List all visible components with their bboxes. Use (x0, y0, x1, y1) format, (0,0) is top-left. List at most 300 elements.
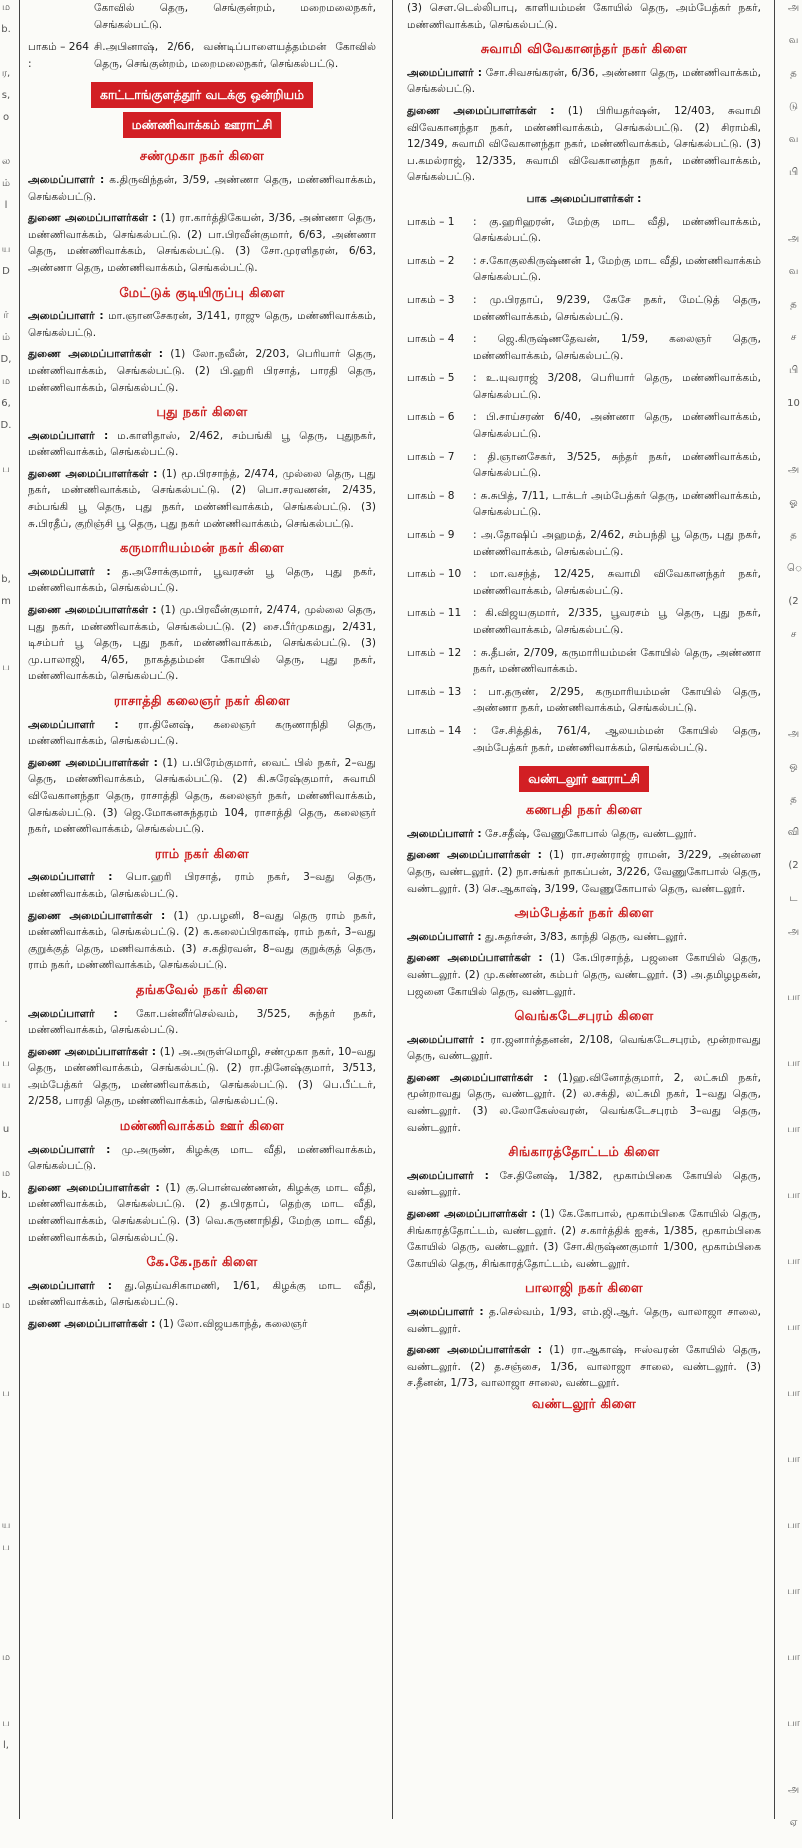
edge-text-fragment: அ (787, 2, 800, 13)
edge-text-fragment: b. (1, 24, 11, 35)
deputies-entry (407, 950, 761, 1000)
edge-text-fragment: வ (788, 266, 799, 277)
edge-text-fragment (787, 1485, 800, 1518)
bagam-value: : மு.பிரதாப், 9/239, கேசே நகர், மேட்டுத் தெரு, மண்ணிவாக்கம், செங்கல்பட்டு. (473, 293, 761, 323)
edge-text-fragment: u (2, 1124, 10, 1135)
edge-text-fragment (0, 1320, 12, 1342)
branch-title: கருமாரியம்மன் நகர் கிளை (119, 541, 285, 557)
edge-text-fragment (787, 1089, 800, 1122)
edge-text-fragment: ய (1, 1080, 11, 1091)
bagam-value: : சு.சுபித், 7/11, டாக்டர் அம்பேத்கர் தெரு, மண்ணிவாக்கம், செங்கல்பட்டு. (473, 489, 761, 519)
bagam-entry (407, 370, 761, 403)
deputies-entry (28, 346, 376, 396)
edge-text-fragment (0, 682, 12, 704)
deputies-text: (1) ரா.சரண்ராஜ் ராமன், 3/229, அன்னை தெரு, வண்டலூர். (2) நா.சங்கர் நாகப்பன், 3/226, வேணுகோபால் தெரு, வண்டலூர். (3) செ.ஆகாஷ், 3/199, வேணுகோபால் தெரு, வண்டலூர். (407, 849, 762, 895)
organizer-label: அமைப்பாளர் : (407, 66, 482, 79)
deputies-text: (1) ரா.கார்த்திகேயன், 3/36, அண்ணா தெரு, மண்ணிவாக்கம், செங்கல்பட்டு. (2) பா.பிரவீன்குமார், 6/63, அண்ணா தெரு, மண்ணிவாக்கம், செங்கல்பட்டு. (3) சோ.முரளிதரன், 6/63, அண்ணா தெரு, மண்ணிவாக்கம், செங்கல்பட்டு. (28, 212, 376, 274)
edge-text-fragment (787, 1749, 800, 1782)
organizer-entry (28, 1278, 376, 1311)
edge-text-fragment: D (2, 266, 10, 277)
edge-text-fragment (0, 1628, 12, 1650)
branch-title: தங்கவேல் நகர் கிளை (135, 982, 269, 998)
organizer-label: அமைப்பாளர் : (28, 1279, 112, 1292)
deputies-label: துணை அமைப்பாளர்கள் : (407, 849, 542, 862)
edge-text-fragment: ம (1, 1168, 11, 1179)
edge-text-fragment (0, 1232, 12, 1254)
deputies-text: (1) ரா.ஆகாஷ், ஈஸ்வரன் கோயில் தெரு, வண்டலூர். (2) த.சஞ்சை, 1/36, வாலாஜா சாலை, வண்டலூர். (3) ச.தீனன், 1/73, வாலாஜா சாலை, வண்டலூர். (407, 1344, 761, 1390)
bagam-key: பாகம் – 9 (407, 529, 455, 542)
deputies-text: (1) கே.பிரசாந்த், பஜனை கோயில் தெரு, வண்டலூர். (2) மு.கண்ணன், கம்பர் தெரு, வண்டலூர். (3) அ.தமிழழகன், பஜனை கோயில் தெரு, வண்டலூர். (407, 952, 762, 998)
edge-text-fragment: பா (787, 992, 800, 1003)
panchayat-banner-label: வண்டலூர் ஊராட்சி (519, 766, 648, 792)
edge-text-fragment (0, 1034, 12, 1056)
bagam-value: : ஜெ.கிருஷ்ணதேவன், 1/59, கலைஞர் தெரு, மண்ணிவாக்கம், செங்கல்பட்டு. (473, 333, 761, 362)
edge-text-fragment (0, 1100, 12, 1122)
edge-text-fragment (0, 506, 12, 528)
deputies-label: துணை அமைப்பாளர்கள் : (407, 104, 555, 117)
edge-text-fragment (0, 1364, 12, 1386)
edge-text-fragment (787, 1287, 800, 1320)
edge-text-fragment: அ (787, 926, 800, 937)
edge-text-fragment (0, 1562, 12, 1584)
bagam-key: பாகம் – 2 (407, 254, 455, 267)
deputies-label: துணை அமைப்பாளர்கள் : (407, 1071, 548, 1084)
continued-entries (28, 0, 376, 72)
organizer-text: கோ.பன்னீர்செல்வம், 3/525, சுந்தர் நகர், மண்ணிவாக்கம், செங்கல்பட்டு. (28, 1007, 376, 1037)
edge-text-fragment (0, 814, 12, 836)
column-divider (774, 0, 775, 1819)
bagam-value: : பா.தருண், 2/295, கருமாரியம்மன் கோயில் தெரு, அண்ணா நகர், மண்ணிவாக்கம், செங்கல்பட்டு. (473, 685, 761, 715)
edge-text-fragment: ச (790, 629, 797, 640)
edge-text-fragment (787, 1221, 800, 1254)
continued-text: (3) சௌ.டெல்லிபாபு, காளியம்மன் கோயில் தெரு, அம்பேத்கர் நகர், மண்ணிவாக்கம், செங்கல்பட்டு. (407, 2, 761, 31)
bagam-value: : பி.சாய்சரண் 6/40, அண்ணா தெரு, மண்ணிவாக்கம், செங்கல்பட்டு. (473, 411, 761, 441)
column-divider (19, 0, 20, 1819)
edge-text-fragment (0, 1606, 12, 1628)
edge-text-fragment: b. (1, 1190, 11, 1201)
branch-title: ராசாத்தி கலைஞர் நகர் கிளை (113, 694, 291, 709)
bagam-value: : கு.ஹரிஹரன், மேற்கு மாட வீதி, மண்ணிவாக்கம், செங்கல்பட்டு. (473, 215, 761, 245)
edge-text-fragment: பா (787, 1256, 800, 1267)
organizer-entry (28, 308, 376, 341)
bagam-key: பாகம் – 5 (407, 372, 455, 385)
organizer-label: அமைப்பாளர் : (407, 1169, 489, 1182)
deputies-entry (407, 847, 761, 897)
middle-branch-list (28, 149, 376, 1332)
edge-text-fragment: ப (2, 662, 10, 673)
edge-text-fragment (0, 946, 12, 968)
edge-text-fragment: ப (2, 1542, 10, 1553)
organizer-label: அமைப்பாளர் : (407, 827, 482, 840)
deputies-text: (1) கு.பொன்வண்ணன், கிழக்கு மாட வீதி, மண்ணிவாக்கம், செங்கல்பட்டு. (2) த.பிரதாப், தெற்கு மாட வீதி, மண்ணிவாக்கம், செங்கல்பட்டு. (3) வெ.கருணாநிதி, மேற்கு மாட வீதி, மண்ணிவாக்கம், செங்கல்பட்டு. (28, 1181, 377, 1244)
bagam-entry (407, 331, 761, 364)
edge-text-fragment: ம (1, 1652, 11, 1663)
deputies-label: துணை அமைப்பாளர்கள் : (407, 1208, 536, 1221)
edge-text-fragment (0, 968, 12, 990)
edge-text-fragment: ப (2, 1388, 10, 1399)
right-branch-list (407, 803, 761, 1392)
edge-text-fragment (787, 1617, 800, 1650)
edge-text-fragment: பா (787, 1586, 800, 1597)
edge-text-fragment: (2 (788, 860, 799, 871)
union-banner-line2: மண்ணிவாக்கம் ஊராட்சி (123, 112, 282, 138)
bagam-key: பாகம் – 14 (407, 724, 462, 737)
bagam-key: பாகம் – 10 (407, 568, 462, 581)
edge-text-fragment (787, 660, 800, 693)
deputies-text: (1) மூ.பிரசாந்த், 2/474, முல்லை தெரு, புது நகர், மண்ணிவாக்கம், செங்கல்பட்டு. (2) பொ.சரவணன், 2/435, சம்பங்கி பூ தெரு, புது நகர், மண்ணிவாக்கம், செங்கல்பட்டு. (3) சு.பிரதீப், குறிஞ்சி பூ தெரு, புது நகர் மண்ணிவாக்கம், செங்கல்பட்டு. (28, 467, 376, 530)
deputies-label: துணை அமைப்பாளர்கள் : (28, 604, 157, 617)
edge-text-fragment: த (790, 794, 797, 805)
edge-text-fragment: பா (787, 1388, 800, 1399)
edge-text-fragment (0, 1408, 12, 1430)
organizer-entry (28, 1142, 376, 1175)
deputies-label: துணை அமைப்பாளர்கள் : (407, 1344, 543, 1357)
edge-text-fragment: ம் (1, 332, 11, 343)
edge-text-fragment (0, 484, 12, 506)
deputies-text: (1) கே.கோபால், மூகாம்பிகை கோயில் தெரு, சிங்காரத்தோட்டம், வண்டலூர். (2) ச.கார்த்திக் ஐசக், 1/385, மூகாம்பிகை கோயில் தெரு, வண்டலூர். (3) சோ.கிருஷ்ணகுமார் 1/300, மூகாம்பிகை கோயில் தெரு, சிங்காரத்தோட்டம், வண்டலூர். (407, 1208, 761, 1270)
edge-text-fragment (0, 1474, 12, 1496)
edge-text-fragment (0, 1760, 12, 1782)
edge-text-fragment: அ (787, 728, 800, 739)
column-divider (392, 0, 393, 1819)
edge-text-fragment: ர, (1, 68, 11, 79)
edge-text-fragment (0, 1254, 12, 1276)
organizer-label: அமைப்பாளர் : (28, 173, 105, 186)
deputies-entry (407, 1342, 761, 1392)
edge-text-fragment (787, 198, 800, 231)
edge-text-fragment: ம (1, 1300, 11, 1311)
edge-text-fragment (0, 792, 12, 814)
edge-text-fragment: b, (1, 574, 11, 585)
bagam-entry (407, 214, 761, 247)
organizer-text: க.திருவிந்தன், 3/59, அண்ணா தெரு, மண்ணிவாக்கம், செங்கல்பட்டு. (28, 173, 376, 203)
deputies-entry (28, 466, 376, 532)
organizer-text: சே.சதீஷ், வேணுகோபால் தெரு, வண்டலூர். (485, 827, 697, 840)
edge-text-fragment: ப (2, 1058, 10, 1069)
bagam-entry (407, 566, 761, 599)
deputies-text: (1) லோ.நவீன், 2/203, பெரியார் தெரு, மண்ணிவாக்கம், செங்கல்பட்டு. (2) பி.ஹரி பிரசாத், பாரதி தெரு, மண்ணிவாக்கம், செங்கல்பட்டு. (28, 348, 377, 394)
bagam-key: பாகம் – 6 (407, 411, 455, 424)
bagam-entry (407, 684, 761, 717)
edge-text-fragment (0, 836, 12, 858)
edge-text-fragment (0, 638, 12, 660)
edge-text-fragment: அ (787, 464, 800, 475)
branch-title: மேட்டுக் குடியிருப்பு கிளை (119, 285, 285, 301)
bagam-value: : ச.கோகுலகிருஷ்ணன் 1, மேற்கு மாட வீதி, மண்ணிவாக்கம் செங்கல்பட்டு. (473, 254, 761, 284)
edge-text-fragment: (2 (788, 596, 799, 607)
edge-text-fragment: o (2, 112, 10, 123)
edge-text-fragment: வ (788, 35, 799, 46)
edge-text-fragment (0, 44, 12, 66)
left-column-edge (0, 0, 12, 1819)
organizer-label: அமைப்பாளர் : (28, 310, 104, 323)
deputies-entry (28, 908, 376, 974)
branch-title: மண்ணிவாக்கம் ஊர் கிளை (119, 1119, 285, 1135)
bagam-entry (407, 449, 761, 482)
organizer-label: அமைப்பாளர் : (28, 1143, 111, 1156)
edge-text-fragment: ட (789, 893, 798, 904)
right-column-edge (787, 0, 802, 1828)
edge-text-fragment (787, 1419, 800, 1452)
bagam-value: : சே.சித்திக், 761/4, ஆலயம்மன் கோயில் தெரு, அம்பேத்கர் நகர், மண்ணிவாக்கம், செங்கல்பட்டு. (473, 724, 761, 754)
branch-title: சிங்காரத்தோட்டம் கிளை (508, 1145, 660, 1161)
organizer-label: அமைப்பாளர் : (28, 871, 113, 884)
deputies-text: (1) பிரியதர்ஷன், 12/403, சுவாமி விவேகானந்தா நகர், மண்ணிவாக்கம், செங்கல்பட்டு. (2) சிராம்கி, 12/349, சுவாமி விவேகானந்தா நகர், மண்ணிவாக்கம், செங்கல்பட்டு. (3) ப.கமல்ராஜ், 12/335, சுவாமி விவேகானந்தா நகர், மண்ணிவாக்கம், செங்கல்பட்டு. (407, 104, 762, 184)
edge-text-fragment (0, 924, 12, 946)
deputies-label: துணை அமைப்பாளர்கள் : (28, 909, 166, 922)
organizer-text: த.அசோக்குமார், பூவரசன் பூ தெரு, புது நகர், மண்ணிவாக்கம், செங்கல்பட்டு. (28, 565, 376, 595)
organizer-entry (28, 717, 376, 750)
deputies-text: (1) லோ.விஜயகாந்த், கலைஞர் (158, 1318, 308, 1330)
organizer-label: அமைப்பாளர் : (28, 718, 119, 731)
edge-text-fragment: பா (787, 1718, 800, 1729)
edge-text-fragment (0, 132, 12, 154)
organizer-text: ரா.ஜனார்த்தனன், 2/108, வெங்கடேசபுரம், மூன்றாவது தெரு, வண்டலூர். (407, 1033, 761, 1063)
bagam-key: பாகம் – 11 (407, 607, 462, 620)
edge-text-fragment: ம (1, 2, 11, 13)
deputies-entry (407, 1070, 761, 1136)
edge-text-fragment (0, 858, 12, 880)
edge-text-fragment: ம (1, 376, 11, 387)
edge-text-fragment: D. (0, 420, 12, 431)
deputies-text: (1)ஹ.வினோத்குமார், 2, லட்சுமி நகர், மூன்றாவது தெரு, வண்டலூர். (2) ல.சக்தி, லட்சுமி நகர், 1–வது தெரு, வண்டலூர். (3) ல.லோகேஸ்வரன், வெங்கடேசபுரம் 3–வது தெரு, வண்டலூர். (407, 1071, 761, 1134)
branch-title: சண்முகா நகர் கிளை (139, 149, 265, 165)
edge-text-fragment: டு (789, 101, 798, 112)
organizer-entry (407, 929, 761, 946)
edge-text-fragment (787, 1683, 800, 1716)
edge-text-fragment (787, 1551, 800, 1584)
organizer-entry (28, 564, 376, 597)
organizer-text: மா.ஞானசேகரன், 3/141, ராஜு தெரு, மண்ணிவாக்கம், செங்கல்பட்டு. (28, 310, 376, 339)
edge-text-fragment (0, 990, 12, 1012)
edge-text-fragment (0, 1452, 12, 1474)
branch-title: சுவாமி விவேகானந்தர் நகர் கிளை (480, 42, 688, 58)
edge-text-fragment: அ (787, 233, 800, 244)
edge-text-fragment: . (4, 1014, 8, 1025)
edge-text-fragment (0, 1276, 12, 1298)
edge-text-fragment (0, 1694, 12, 1716)
branch-title: ராம் நகர் கிளை (154, 846, 250, 862)
bagam-value: : அ.தோஷிப் அஹமத், 2/462, சம்பந்தி பூ தெரு, புது நகர், மண்ணிவாக்கம், செங்கல்பட்டு. (473, 529, 761, 558)
bagam-value: : உ.யுவராஜ் 3/208, பெரியார் தெரு, மண்ணிவாக்கம், செங்கல்பட்டு. (473, 372, 761, 401)
edge-text-fragment: வி (787, 827, 800, 838)
edge-text-fragment (0, 704, 12, 726)
edge-text-fragment: ஏ (789, 1817, 798, 1828)
edge-text-fragment (0, 220, 12, 242)
branch-title: வெங்கடேசபுரம் கிளை (514, 1009, 654, 1025)
branch-title: கணபதி நகர் கிளை (525, 803, 643, 819)
bagam-key: பாகம் – 8 (407, 489, 455, 502)
middle-column (28, 0, 376, 1819)
edge-text-fragment (0, 1430, 12, 1452)
edge-text-fragment: பா (787, 1058, 800, 1069)
edge-text-fragment (0, 1144, 12, 1166)
deputies-entry (28, 1316, 376, 1333)
edge-text-fragment (0, 1342, 12, 1364)
edge-text-fragment (0, 880, 12, 902)
branch-title-cut: வண்டலூர் கிளை (531, 1396, 637, 1412)
union-banner-line1: காட்டாங்குளத்தூர் வடக்கு ஒன்றியம் (91, 82, 313, 108)
edge-text-fragment: பி (788, 167, 799, 178)
edge-text-fragment: D, (0, 354, 12, 365)
bagam-key: பாகம் – 7 (407, 450, 455, 463)
organizer-text: ரா.தினேஷ், கலைஞர் கருணாநிதி தெரு, மண்ணிவாக்கம், செங்கல்பட்டு. (28, 718, 376, 748)
organizer-entry (28, 172, 376, 205)
bagam-value: கோவில் தெரு, செங்குன்றம், மறைமலைநகர், செங்கல்பட்டு. (94, 2, 376, 31)
bagam-key (28, 0, 94, 33)
edge-text-fragment (0, 770, 12, 792)
organizer-text: மு.அருண், கிழக்கு மாட வீதி, மண்ணிவாக்கம், செங்கல்பட்டு. (28, 1143, 376, 1173)
edge-text-fragment: பா (787, 1652, 800, 1663)
edge-text-fragment: ல (1, 156, 11, 167)
bagam-heading: பாக அமைப்பாளர்கள் : (526, 192, 642, 205)
edge-text-fragment: வ (788, 134, 799, 145)
deputies-label: துணை அமைப்பாளர்கள் : (28, 467, 158, 480)
bagam-entry (407, 292, 761, 325)
edge-text-fragment (0, 748, 12, 770)
deputies-entry (28, 1180, 376, 1246)
organizer-text: த.செல்வம், 1/93, எம்.ஜி.ஆர். தெரு, வாலாஜா சாலை, வண்டலூர். (407, 1306, 761, 1335)
edge-text-fragment (0, 1672, 12, 1694)
bagam-key: பாகம் – 3 (407, 293, 455, 306)
deputies-text: (1) மு.பழனி, 8–வது தெரு ராம் நகர், மண்ணிவாக்கம், செங்கல்பட்டு. (2) க.கலைப்பிரகாஷ், ராம் நகர், 3–வது குறுக்குத் தெரு, மணிவாக்கம். (3) ச.கதிரவன், 8–வது குறுக்குத் தெரு, ராம் நகர், மண்ணிவாக்கம், செங்கல்பட்டு. (28, 909, 376, 972)
edge-text-fragment: ய (1, 244, 11, 255)
bagam-value: : கி.விஜயகுமார், 2/335, பூவரசம் பூ தெரு, புது நகர், மண்ணிவாக்கம், செங்கல்பட்டு. (473, 607, 761, 636)
edge-text-fragment (787, 429, 800, 462)
deputies-text: (1) மு.பிரவீன்குமார், 2/474, முல்லை தெரு, புது நகர், மண்ணிவாக்கம், செங்கல்பட்டு. (2) சை.பீர்முகமது, 2/431, டிசம்பர் பூ தெரு, புது நகர், மண்ணிவாக்கம், செங்கல்பட்டு. (3) மு.பாலாஜி, 4/65, நாகத்தம்மன் கோயில் தெரு, புது நகர், மண்ணிவாக்கம், செங்கல்பட்டு. (28, 604, 376, 683)
edge-text-fragment: பா (787, 1322, 800, 1333)
panchayat-banner (407, 764, 761, 794)
edge-text-fragment: ஒ (789, 761, 798, 772)
edge-text-fragment: பா (787, 1520, 800, 1531)
edge-text-fragment (0, 1584, 12, 1606)
bagam-key: பாகம் – 13 (407, 685, 462, 698)
edge-text-fragment (787, 1023, 800, 1056)
bagam-entry (407, 409, 761, 442)
organizer-entry (28, 1006, 376, 1039)
branch-title: பாலாஜி நகர் கிளை (524, 1281, 644, 1297)
edge-text-fragment: த (790, 68, 797, 79)
edge-text-fragment (0, 528, 12, 550)
deputies-entry (28, 1044, 376, 1110)
edge-text-fragment: ப (2, 464, 10, 475)
deputies-label: துணை அமைப்பாளர்கள் : (407, 952, 543, 965)
organizer-label: அமைப்பாளர் : (28, 1007, 118, 1020)
edge-text-fragment: 10 (787, 398, 800, 409)
organizer-text: து.சுதர்சன், 3/83, காந்தி தெரு, வண்டலூர். (485, 930, 688, 943)
bagam-key: பாகம் – 4 (407, 333, 455, 346)
edge-text-fragment: ெ (787, 563, 802, 574)
organizer-text: பொ.ஹரி பிரசாத், ராம் நகர், 3–வது தெரு, மண்ணிவாக்கம், செங்கல்பட்டு. (28, 871, 376, 900)
deputies-label: துணை அமைப்பாளர்கள் : (28, 348, 164, 361)
edge-text-fragment: ய (1, 1520, 11, 1531)
edge-text-fragment: m (1, 596, 11, 607)
deputies-text: (1) அ.அருள்மொழி, சண்முகா நகர், 10–வது தெரு, மண்ணிவாக்கம், செங்கல்பட்டு. (2) ரா.தினேஷ்குமார், 3/513, அம்பேத்கர் தெரு, மண்ணிவாக்கம், செங்கல்பட்டு. (3) பெ.பீட்டர், 2/258, பாரதி தெரு, மண்ணிவாக்கம், செங்கல்பட்டு. (28, 1045, 376, 1108)
bagam-entry (28, 0, 376, 33)
organizer-label: அமைப்பாளர் : (407, 930, 482, 943)
deputies-label: துணை அமைப்பாளர்கள் : (28, 1181, 160, 1194)
edge-text-fragment (787, 1353, 800, 1386)
deputies-entry (28, 755, 376, 838)
organizer-entry (407, 65, 761, 98)
organizer-label: அமைப்பாளர் : (407, 1306, 484, 1318)
edge-text-fragment (0, 902, 12, 924)
organizer-entry (407, 1168, 761, 1201)
edge-text-fragment: பா (787, 1454, 800, 1465)
deputies-entry (407, 1206, 761, 1272)
organizer-entry (28, 428, 376, 461)
edge-text-fragment: ச (790, 332, 797, 343)
edge-text-fragment (787, 1155, 800, 1188)
bagam-entry (407, 527, 761, 560)
bagam-entry (28, 39, 376, 72)
deputies-entry (28, 602, 376, 685)
deputies-text: (1) ப.பிரேம்குமார், வைட் பில் நகர், 2–வது தெரு, மண்ணிவாக்கம், செங்கல்பட்டு. (2) கி.சுரேஷ்குமார், சுவாமி விவேகானந்தா தெரு, ராசாத்தி தெரு, கலைஞர் நகர், மண்ணிவாக்கம், செங்கல்பட்டு. (3) ஜெ.மோகனசுந்தரம் 104, ராசாத்தி தெரு, கலைஞர் நகர், மண்ணிவாக்கம், செங்கல்பட்டு. (28, 756, 376, 836)
deputies-label: துணை அமைப்பாளர்கள் : (28, 1318, 156, 1330)
edge-text-fragment (0, 1496, 12, 1518)
union-banner (28, 80, 376, 140)
right-column (407, 0, 761, 1819)
edge-text-fragment (0, 286, 12, 308)
deputies-label: துணை அமைப்பாளர்கள் : (28, 212, 157, 225)
edge-text-fragment (787, 693, 800, 726)
edge-text-fragment: l (4, 200, 8, 211)
bagam-list (407, 214, 761, 757)
bagam-entry (407, 723, 761, 756)
edge-text-fragment (0, 726, 12, 748)
bagam-entry (407, 645, 761, 678)
edge-text-fragment: த (790, 530, 797, 541)
organizer-entry (407, 1032, 761, 1065)
deputies-entry (28, 210, 376, 276)
organizer-text: து.தெய்வசிகாமணி, 1/61, கிழக்கு மாட வீதி, மண்ணிவாக்கம், செங்கல்பட்டு. (28, 1279, 376, 1309)
bagam-value: : சு.தீபன், 2/709, கருமாரியம்மன் கோயில் தெரு, அண்ணா நகர், மண்ணிவாக்கம். (473, 646, 761, 676)
bagam-entry (407, 488, 761, 521)
edge-text-fragment (0, 616, 12, 638)
organizer-label: அமைப்பாளர் : (28, 565, 111, 578)
edge-text-fragment: ப (2, 1718, 10, 1729)
edge-text-fragment: 6, (1, 398, 11, 409)
edge-text-fragment: ம் (1, 178, 11, 189)
bagam-value: சி.அபினாஷ், 2/66, வண்டிப்பாளையத்தம்மன் கோவில் தெரு, செங்குன்றம், மறைமலைநகர், செங்கல்பட்டு. (94, 41, 376, 70)
edge-text-fragment: அ (787, 1784, 800, 1795)
bagam-key: பாகம் – 12 (407, 646, 462, 659)
bagam-value: : மா.வசந்த், 12/425, சுவாமி விவேகானந்தர் நகர், மண்ணிவாக்கம், செங்கல்பட்டு. (473, 568, 761, 597)
edge-text-fragment: l, (3, 1740, 9, 1751)
deputies-label: துணை அமைப்பாளர்கள் : (28, 756, 158, 769)
branch-title: கே.கே.நகர் கிளை (146, 1255, 258, 1271)
organizer-entry (28, 869, 376, 902)
organizer-label: அமைப்பாளர் : (28, 429, 109, 442)
organizer-entry (407, 1304, 761, 1337)
edge-text-fragment: பா (787, 1124, 800, 1135)
edge-text-fragment (787, 957, 800, 990)
edge-text-fragment (0, 1210, 12, 1232)
bagam-value: : தி.ஞானசேகர், 3/525, சுந்தர் நகர், மண்ணிவாக்கம், செங்கல்பட்டு. (473, 450, 761, 480)
edge-text-fragment: பி (788, 365, 799, 376)
edge-text-fragment (0, 550, 12, 572)
organizer-entry (407, 826, 761, 843)
edge-text-fragment: த (790, 299, 797, 310)
bagam-key: பாகம் – 1 (407, 215, 455, 228)
edge-text-fragment: ர் (3, 310, 9, 321)
edge-text-fragment: பா (787, 1190, 800, 1201)
deputies-label: துணை அமைப்பாளர்கள் : (28, 1045, 157, 1058)
bagam-entry (407, 253, 761, 286)
edge-text-fragment: s, (1, 90, 11, 101)
bagam-entry (407, 605, 761, 638)
edge-text-fragment: ஓ (789, 497, 798, 508)
